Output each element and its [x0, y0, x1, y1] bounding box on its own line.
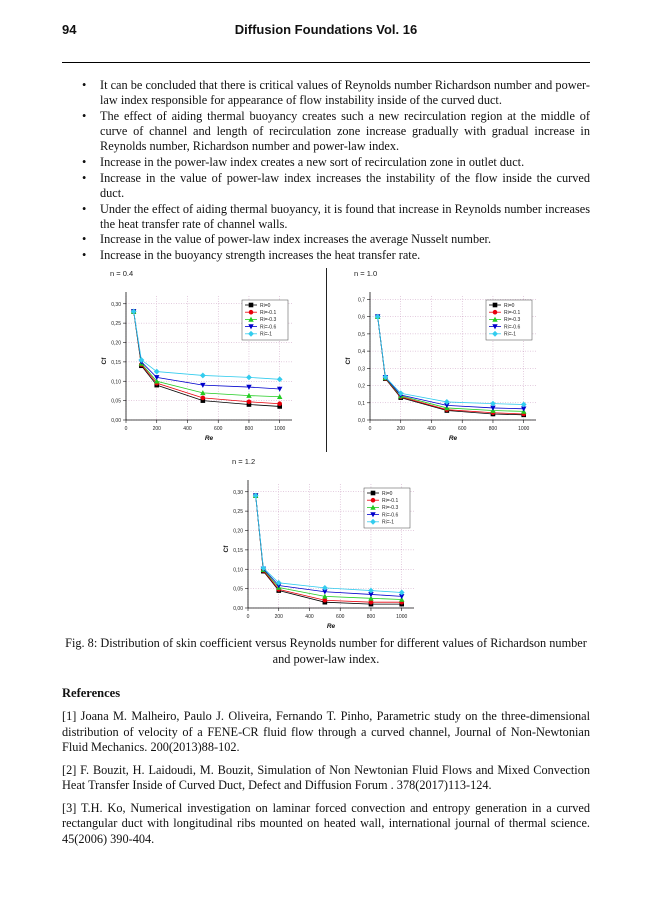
- y-tick-label: 0,25: [233, 509, 243, 516]
- y-tick-label: 0,0: [358, 418, 365, 424]
- page-number: 94: [62, 22, 77, 37]
- legend-marker: [249, 310, 254, 315]
- y-tick-label: 0,15: [233, 547, 243, 554]
- y-tick-label: 0,3: [358, 366, 365, 373]
- conclusion-text: It can be concluded that there is critical values of Reynolds number Richardson number and power-law index responsible for appearance of flow instability inside of the curved duct.: [100, 78, 590, 108]
- y-tick-label: 0,20: [111, 340, 121, 347]
- x-tick-label: 1000: [396, 614, 408, 620]
- x-tick-label: 600: [336, 614, 345, 620]
- y-axis-label: Cf: [223, 545, 230, 553]
- y-tick-label: 0,00: [233, 606, 243, 612]
- x-tick-label: 1000: [518, 426, 530, 432]
- legend-label: Ri=0: [504, 302, 515, 309]
- y-tick-label: 0,1: [358, 400, 365, 407]
- reference-item: [1] Joana M. Malheiro, Paulo J. Oliveira, Fernando T. Pinho, Parametric study on the three-dimensional distribution of velocity of a FENE-CR fluid flow through a curved channel, Journal of Non-Newtonian Fluid Mechanics. 200(2013)88-102.: [62, 709, 590, 754]
- x-tick-label: 1000: [274, 426, 286, 432]
- figure-caption: Fig. 8: Distribution of skin coefficient versus Reynolds number for different values of Richardson number and power-law index.: [65, 636, 587, 666]
- chart-svg: [86, 264, 304, 450]
- legend-marker: [493, 310, 498, 315]
- legend-marker: [371, 498, 376, 503]
- data-point: [247, 399, 252, 404]
- y-tick-label: 0,6: [358, 314, 365, 321]
- conclusion-text: Under the effect of aiding thermal buoyancy, it is found that increase in Reynolds number increases the heat transfer rate of channel walls.: [100, 201, 590, 231]
- chart-title: n = 0.4: [110, 269, 134, 278]
- running-header: [62, 22, 590, 42]
- references-heading: References: [62, 686, 121, 700]
- legend-marker: [371, 491, 376, 496]
- legend-label: Ri=-0.1: [260, 310, 277, 316]
- y-tick-label: 0,7: [358, 297, 365, 304]
- y-tick-label: 0,5: [358, 331, 365, 338]
- x-axis-label: Re: [204, 435, 214, 442]
- x-tick-label: 800: [244, 426, 254, 432]
- x-axis-label: Re: [448, 435, 458, 442]
- chart-title: n = 1.2: [232, 457, 256, 466]
- chart-n-1-2: [208, 452, 426, 638]
- chart-n-0-4: [86, 264, 304, 450]
- data-point: [246, 374, 252, 380]
- legend-marker: [493, 303, 498, 308]
- x-tick-label: 200: [152, 426, 161, 432]
- x-tick-label: 800: [488, 426, 498, 432]
- legend-label: Ri=-0.1: [382, 498, 399, 504]
- conclusion-text: Increase in the value of power-law index increases the average Nusselt number.: [100, 232, 492, 247]
- data-point: [201, 396, 206, 401]
- x-tick-label: 0: [124, 426, 128, 432]
- y-tick-label: 0,4: [358, 349, 365, 356]
- bullet-icon: •: [82, 232, 87, 247]
- legend: [242, 300, 288, 340]
- legend-label: Ri=-0.3: [260, 317, 277, 324]
- references-list: [62, 709, 590, 854]
- x-tick-label: 0: [368, 426, 372, 432]
- figure-divider: [326, 268, 327, 452]
- x-axis-label: Re: [326, 623, 336, 630]
- reference-item: [2] F. Bouzit, H. Laidoudi, M. Bouzit, Simulation of Non Newtonian Fluid Flows and Mixed Convection Heat Transfer Inside of Curved Duct, Defect and Diffusion Forum . 378(2017)113-124.: [62, 762, 590, 792]
- legend-label: Ri=-1: [260, 331, 273, 338]
- x-tick-label: 800: [366, 614, 376, 620]
- header-rule: [62, 62, 590, 63]
- chart-svg: [330, 264, 548, 450]
- y-tick-label: 0,2: [358, 383, 365, 390]
- x-tick-label: 200: [274, 614, 283, 620]
- conclusion-item: [62, 155, 590, 170]
- legend-label: Ri=-0.6: [260, 324, 277, 331]
- legend-marker: [249, 303, 254, 308]
- conclusion-text: Increase in the power-law index creates a new sort of recirculation zone in outlet duct.: [100, 155, 525, 170]
- chart-n-1-0: [330, 264, 548, 450]
- legend: [486, 300, 532, 340]
- y-tick-label: 0,15: [111, 359, 121, 366]
- data-point: [200, 373, 206, 379]
- legend-label: Ri=-1: [382, 519, 395, 526]
- y-tick-label: 0,10: [233, 567, 243, 574]
- legend-label: Ri=0: [260, 302, 271, 309]
- x-tick-label: 0: [246, 614, 250, 620]
- y-tick-label: 0,00: [111, 418, 121, 424]
- x-tick-label: 600: [214, 426, 223, 432]
- journal-title: Diffusion Foundations Vol. 16: [234, 22, 418, 37]
- conclusion-item: [62, 109, 590, 155]
- bullet-icon: •: [82, 108, 87, 123]
- y-axis-label: Cf: [345, 357, 352, 365]
- y-axis-label: Cf: [101, 357, 108, 365]
- legend: [364, 488, 410, 528]
- conclusion-text: Increase in the buoyancy strength increases the heat transfer rate.: [100, 248, 421, 263]
- y-tick-label: 0,25: [111, 321, 121, 328]
- legend-label: Ri=-0.1: [504, 310, 521, 316]
- y-tick-label: 0,05: [111, 398, 121, 405]
- data-point: [277, 401, 282, 406]
- x-tick-label: 400: [305, 614, 314, 620]
- conclusion-item: [62, 202, 590, 233]
- bullet-icon: •: [82, 248, 87, 263]
- reference-item: [3] T.H. Ko, Numerical investigation on laminar forced convection and entropy generation in a curved rectangular duct with longitudinal ribs mounted on heated wall, international journal of thermal science. 45(2006) 390-404.: [62, 800, 590, 846]
- y-tick-label: 0,05: [233, 586, 243, 593]
- legend-label: Ri=-1: [504, 331, 517, 338]
- legend-label: Ri=0: [382, 490, 393, 497]
- y-tick-label: 0,30: [233, 489, 243, 496]
- bullet-icon: •: [82, 201, 87, 216]
- legend-label: Ri=-0.6: [504, 324, 521, 331]
- conclusion-item: [62, 171, 590, 202]
- chart-title: n = 1.0: [354, 269, 378, 278]
- conclusion-text: Increase in the value of power-law index increases the instability of the flow inside the curved duct.: [100, 170, 590, 200]
- legend-label: Ri=-0.6: [382, 512, 399, 519]
- legend-label: Ri=-0.3: [504, 317, 521, 324]
- y-tick-label: 0,10: [111, 379, 121, 386]
- x-tick-label: 600: [458, 426, 467, 432]
- x-tick-label: 200: [396, 426, 405, 432]
- conclusion-item: [62, 78, 590, 109]
- bullet-icon: •: [82, 78, 87, 92]
- bullet-icon: •: [82, 155, 87, 170]
- y-tick-label: 0,30: [111, 301, 121, 308]
- y-tick-label: 0,20: [233, 528, 243, 535]
- conclusion-item: [62, 232, 590, 247]
- conclusion-text: The effect of aiding thermal buoyancy creates such a new recirculation region at the middle of curve of channel and length of recirculation zone increase gradually with gradual increase in Reynolds number, Richardson number and power-law index.: [100, 108, 590, 154]
- chart-svg: [208, 452, 426, 638]
- bullet-icon: •: [82, 170, 87, 185]
- conclusion-item: [62, 248, 590, 263]
- conclusion-list: [62, 78, 590, 264]
- legend-label: Ri=-0.3: [382, 505, 399, 512]
- x-tick-label: 400: [183, 426, 192, 432]
- x-tick-label: 400: [427, 426, 436, 432]
